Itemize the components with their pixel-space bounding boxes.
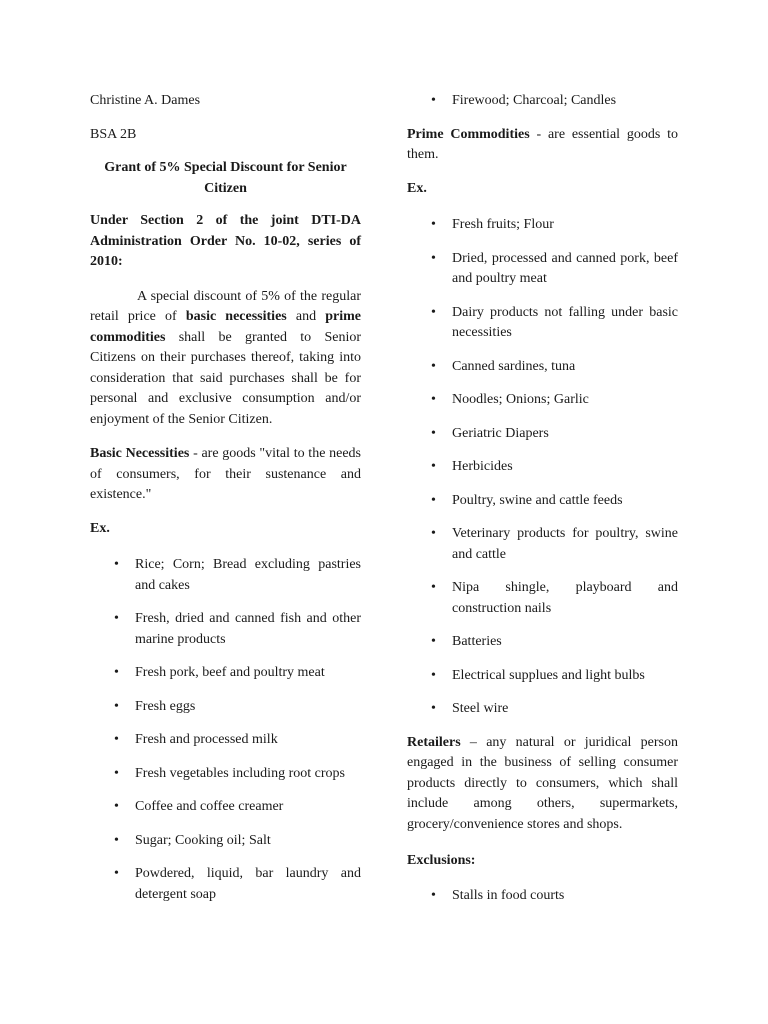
prime-commodities-term: Prime Commodities [407,126,530,142]
exclusions-label: Exclusions: [407,853,476,868]
retailers-term: Retailers [407,734,461,750]
basic-necessities-list-continued [407,91,678,112]
list-item: • Fresh, dried and canned fish and other marine products [90,609,361,650]
exclusions-list [407,886,678,907]
intro-paragraph: A special discount of 5% of the regular retail price of basic necessities and prime commodities shall be granted to Senior Citizens on their purchases thereof, taking into consideration that said purchases shall be for personal and exclusive consumption and/or enjoyment of the Senior Citizen. [90,288,361,427]
list-item: • Dairy products not falling under basic necessities [407,303,678,344]
example-label: Ex. [407,180,427,196]
basic-necessities-list [90,555,361,905]
list-item: • Rice; Corn; Bread excluding pastries and cakes [90,555,361,596]
list-item: • Sugar; Cooking oil; Salt [90,831,361,852]
basic-necessities-definition: Basic Necessities - are goods "vital to the needs of consumers, for their sustenance and existence." [90,446,361,502]
list-item: • Geriatric Diapers [407,424,678,445]
basic-necessities-term: Basic Necessities [90,446,190,461]
right-column [407,91,678,919]
list-item: • Herbicides [407,457,678,478]
example-label: Ex. [90,520,110,536]
author-name: Christine A. Dames [90,93,201,108]
list-item: • Electrical supplues and light bulbs [407,666,678,687]
list-item: • Fresh eggs [90,697,361,718]
list-item: • Noodles; Onions; Garlic [407,390,678,411]
list-item: • Fresh fruits; Flour [407,215,678,236]
list-item: • Fresh vegetables including root crops [90,764,361,785]
legal-reference: Under Section 2 of the joint DTI-DA Administration Order No. 10-02, series of 2010: [90,213,361,269]
list-item: • Firewood; Charcoal; Candles [407,91,678,112]
prime-commodities-definition: Prime Commodities - are essential goods to them. [407,126,679,162]
list-item: • Dried, processed and canned pork, beef and poultry meat [407,249,678,290]
list-item: • Canned sardines, tuna [407,357,678,378]
class-section: BSA 2B [90,126,137,142]
list-item: • Powdered, liquid, bar laundry and detergent soap [90,864,361,905]
list-item: • Fresh pork, beef and poultry meat [90,663,361,684]
list-item: • Stalls in food courts [407,886,678,907]
list-item: • Veterinary products for poultry, swine and cattle [407,524,678,565]
list-item: • Poultry, swine and cattle feeds [407,491,678,512]
prime-commodities-list [407,215,678,720]
left-column [90,91,361,918]
list-item: • Steel wire [407,699,678,720]
list-item: • Batteries [407,632,678,653]
list-item: • Coffee and coffee creamer [90,797,361,818]
list-item: • Nipa shingle, playboard and construction nails [407,578,678,619]
retailers-definition: Retailers – any natural or juridical person engaged in the business of selling consumer products directly to consumers, which shall include among others, supermarkets, grocery/convenience stores and shops. [407,734,678,832]
document-title: Grant of 5% Special Discount for Senior Citizen [104,160,347,196]
list-item: • Fresh and processed milk [90,730,361,751]
